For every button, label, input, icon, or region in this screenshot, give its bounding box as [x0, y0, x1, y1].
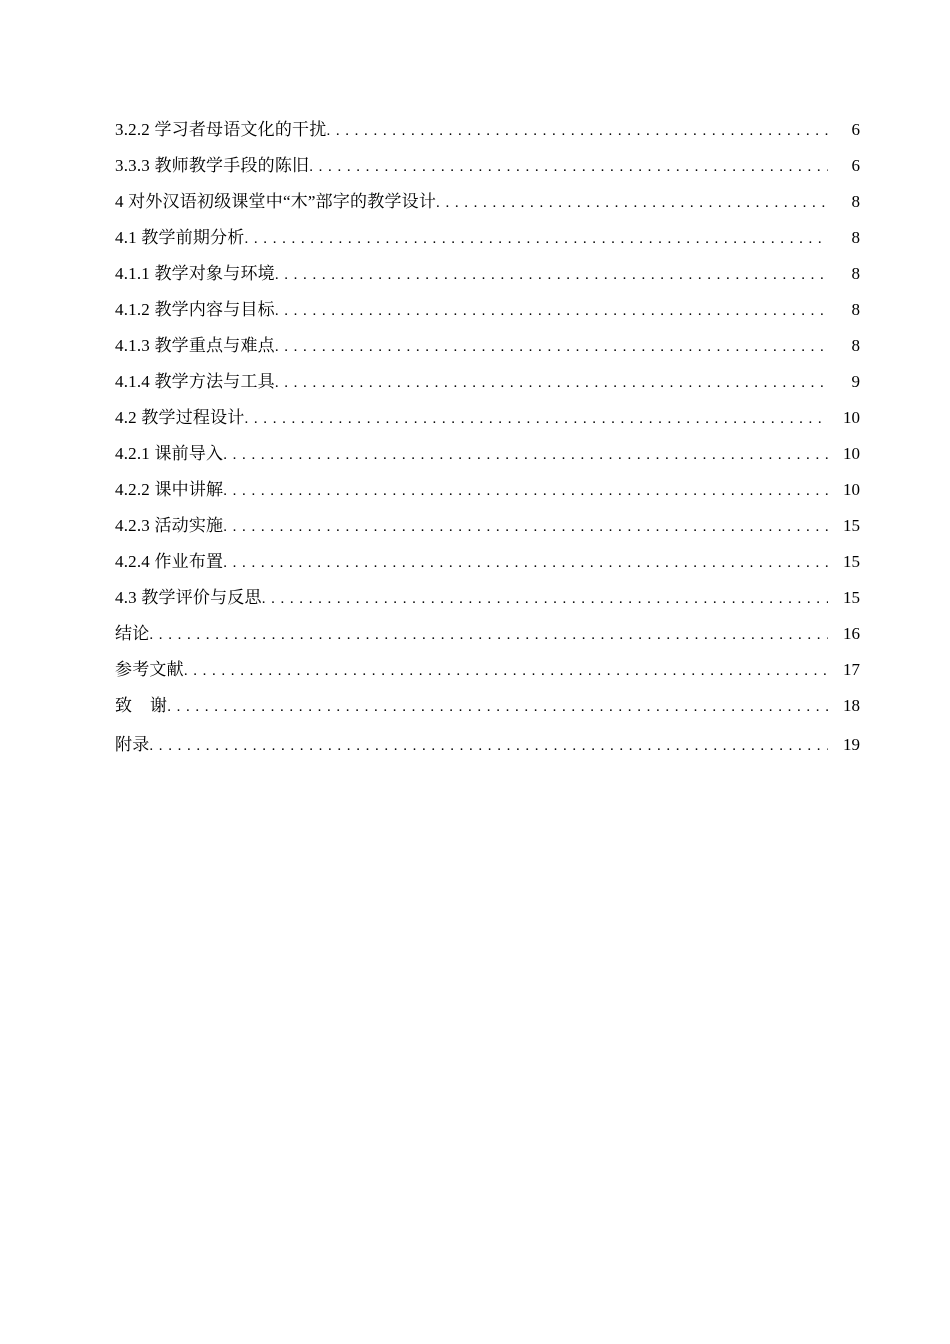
toc-leader-dots [275, 370, 828, 396]
toc-entry-page: 8 [851, 300, 860, 319]
toc-entry[interactable] [115, 732, 860, 768]
toc-entry-label: 结论 [115, 624, 150, 643]
toc-entry-label: 附录 [115, 735, 150, 754]
toc-entry[interactable] [115, 477, 860, 513]
toc-entry-page: 10 [843, 444, 860, 463]
toc-entry[interactable] [115, 549, 860, 585]
toc-entry[interactable] [115, 585, 860, 621]
toc-entry-label: 4.1.2 教学内容与目标 [115, 300, 275, 319]
toc-leader-dots [275, 298, 828, 324]
table-of-contents [115, 117, 860, 768]
toc-entry-label: 4.1.3 教学重点与难点 [115, 336, 275, 355]
toc-entry-page: 10 [843, 480, 860, 499]
toc-entry-page: 15 [843, 552, 860, 571]
toc-entry[interactable] [115, 117, 860, 153]
toc-entry-label: 4.2.1 课前导入 [115, 444, 224, 463]
toc-entry-page: 19 [843, 735, 860, 754]
toc-entry-label: 4.2 教学过程设计 [115, 408, 245, 427]
toc-entry[interactable] [115, 369, 860, 405]
toc-entry-label: 参考文献 [115, 660, 184, 679]
toc-entry-page: 6 [851, 156, 860, 175]
toc-entry-page: 8 [851, 264, 860, 283]
toc-leader-dots [309, 154, 828, 180]
toc-leader-dots [275, 334, 828, 360]
toc-entry[interactable] [115, 333, 860, 369]
toc-entry-page: 8 [851, 336, 860, 355]
toc-leader-dots [245, 226, 829, 252]
toc-entry-page: 18 [843, 696, 860, 715]
toc-entry-label: 4.2.2 课中讲解 [115, 480, 224, 499]
toc-entry-label: 4.2.3 活动实施 [115, 516, 224, 535]
toc-leader-dots [326, 118, 828, 144]
toc-entry-label: 致 谢 [115, 696, 168, 715]
toc-entry-page: 16 [843, 624, 860, 643]
toc-leader-dots [223, 514, 828, 540]
toc-entry[interactable] [115, 621, 860, 657]
toc-leader-dots [149, 622, 828, 648]
toc-leader-dots [275, 262, 828, 288]
toc-entry[interactable] [115, 693, 860, 729]
toc-entry[interactable] [115, 261, 860, 297]
toc-leader-dots [167, 694, 828, 720]
toc-entry[interactable] [115, 153, 860, 189]
toc-entry-label: 4.1 教学前期分析 [115, 228, 245, 247]
toc-entry[interactable] [115, 297, 860, 333]
toc-entry-page: 15 [843, 516, 860, 535]
toc-entry[interactable] [115, 513, 860, 549]
toc-entry-page: 8 [851, 228, 860, 247]
toc-entry-page: 10 [843, 408, 860, 427]
toc-entry-page: 6 [851, 120, 860, 139]
toc-entry[interactable] [115, 225, 860, 261]
toc-entry-page: 15 [843, 588, 860, 607]
toc-entry-page: 8 [851, 192, 860, 211]
toc-entry-page: 17 [843, 660, 860, 679]
toc-entry-label: 3.3.3 教师教学手段的陈旧 [115, 156, 310, 175]
toc-entry-label: 4.3 教学评价与反思 [115, 588, 262, 607]
toc-leader-dots [223, 442, 828, 468]
toc-entry-label: 4.2.4 作业布置 [115, 552, 224, 571]
toc-leader-dots [436, 190, 828, 216]
toc-leader-dots [223, 478, 828, 504]
toc-entry-label: 3.2.2 学习者母语文化的干扰 [115, 120, 327, 139]
toc-entry-label: 4 对外汉语初级课堂中“木”部字的教学设计 [115, 192, 437, 211]
toc-leader-dots [184, 658, 828, 684]
toc-entry-label: 4.1.1 教学对象与环境 [115, 264, 275, 283]
toc-leader-dots [262, 586, 828, 612]
toc-leader-dots [245, 406, 829, 432]
toc-entry[interactable] [115, 657, 860, 693]
toc-entry[interactable] [115, 189, 860, 225]
toc-entry-label: 4.1.4 教学方法与工具 [115, 372, 275, 391]
toc-entry-page: 9 [851, 372, 860, 391]
toc-leader-dots [149, 733, 828, 759]
toc-entry[interactable] [115, 441, 860, 477]
toc-entry[interactable] [115, 405, 860, 441]
toc-leader-dots [223, 550, 828, 576]
